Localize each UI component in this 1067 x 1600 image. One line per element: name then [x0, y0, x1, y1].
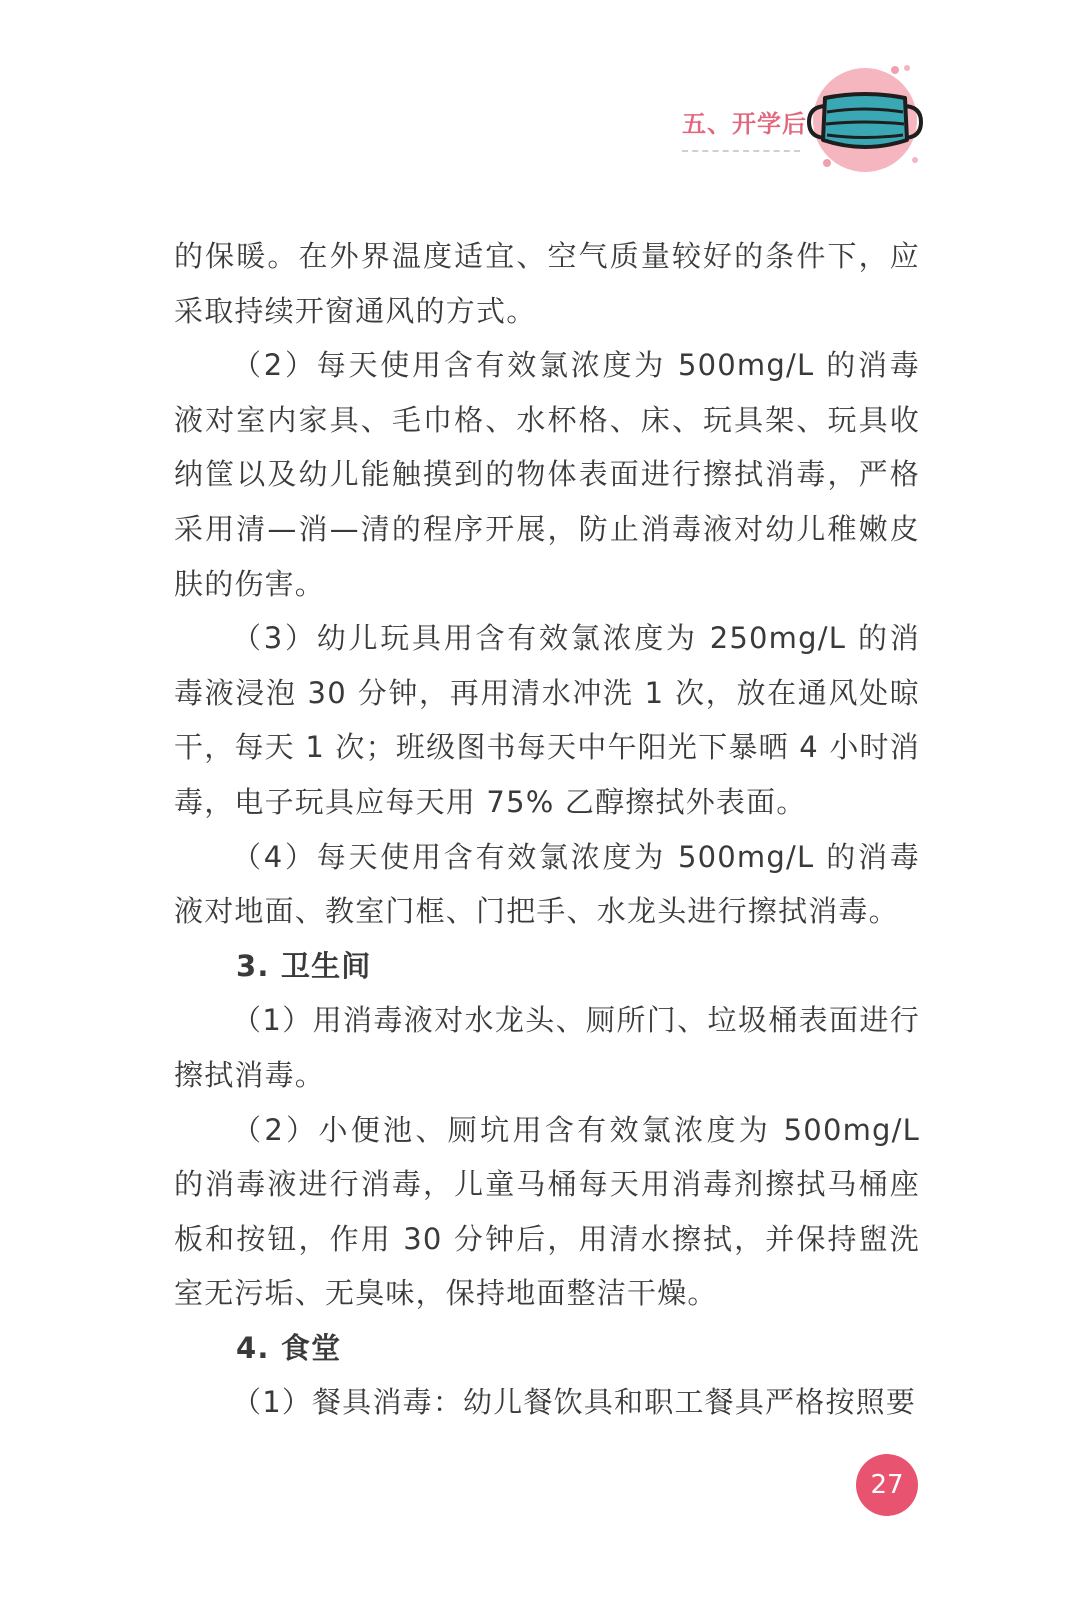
page-number-badge: 27: [856, 1454, 918, 1516]
paragraph-restroom-item-2: （2）小便池、厕坑用含有效氯浓度为 500mg/L 的消毒液进行消毒，儿童马桶每天用消毒剂擦拭马桶座板和按钮，作用 30 分钟后，用清水擦拭，并保持盥洗室无污垢、无臭味，保持地面整洁干燥。: [174, 1112, 920, 1311]
paragraph-ventilation: 的保暖。在外界温度适宜、空气质量较好的条件下，应采取持续开窗通风的方式。: [174, 239, 920, 328]
body-text: [174, 229, 920, 1430]
section-heading-restroom: 3. 卫生间: [236, 948, 372, 983]
paragraph-item-4-floor-disinfection: （4）每天使用含有效氯浓度为 500mg/L 的消毒液对地面、教室门框、门把手、水龙头进行擦拭消毒。: [174, 839, 920, 929]
chapter-title: 五、开学后: [682, 109, 807, 138]
chapter-title-dashed-rule: [682, 150, 800, 152]
face-mask-icon: [803, 60, 933, 180]
section-heading-canteen: 4. 食堂: [236, 1330, 342, 1365]
paragraph-canteen-item-1: （1）餐具消毒：幼儿餐饮具和职工餐具严格按照要: [232, 1385, 917, 1420]
page-header: [0, 0, 1067, 200]
paragraph-restroom-item-1: （1）用消毒液对水龙头、厕所门、垃圾桶表面进行擦拭消毒。: [174, 1003, 920, 1092]
paragraph-item-3-toy-disinfection: （3）幼儿玩具用含有效氯浓度为 250mg/L 的消毒液浸泡 30 分钟，再用清水冲洗 1 次，放在通风处晾干，每天 1 次；班级图书每天中午阳光下暴晒 4 小时消毒，电子玩具应每天用 75% 乙醇擦拭外表面。: [174, 621, 920, 819]
paragraph-item-2-furniture-disinfection: （2）每天使用含有效氯浓度为 500mg/L 的消毒液对室内家具、毛巾格、水杯格、床、玩具架、玩具收纳筐以及幼儿能触摸到的物体表面进行擦拭消毒，严格采用清—消—清的程序开展，防止消毒液对幼儿稚嫩皮肤的伤害。: [174, 348, 920, 601]
